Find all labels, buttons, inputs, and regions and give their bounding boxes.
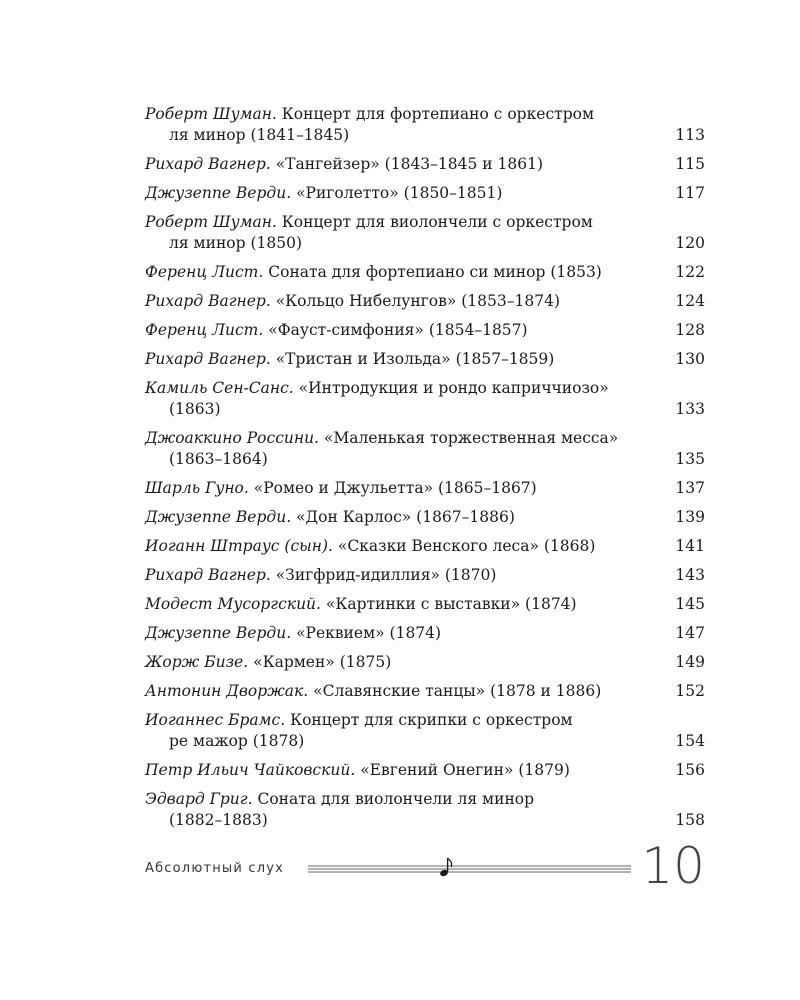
toc-composer: Роберт Шуман. xyxy=(145,105,277,123)
toc-entry xyxy=(145,378,705,420)
toc-work-title: «Фауст-симфония» (1854–1857) xyxy=(268,321,528,339)
toc-page-number: 139 xyxy=(675,508,705,526)
toc-composer: Джузеппе Верди. xyxy=(145,184,292,202)
toc-entry xyxy=(145,320,705,341)
toc-composer: Жорж Бизе. xyxy=(145,653,249,671)
toc-work-title: «Славянские танцы» (1878 и 1886) xyxy=(313,682,602,700)
toc-entry xyxy=(145,710,705,752)
toc-page-number: 130 xyxy=(675,350,705,368)
decorative-staff-rule xyxy=(308,865,631,873)
toc-page-number: 113 xyxy=(675,126,705,144)
toc-entry xyxy=(145,183,705,204)
toc-work-title: «Маленькая торжественная месса» xyxy=(323,429,619,447)
toc-work-title-continued: (1863) xyxy=(169,400,221,418)
toc-entry xyxy=(145,154,705,175)
toc-work-title: «Картинки с выставки» (1874) xyxy=(325,595,577,613)
toc-entry xyxy=(145,349,705,370)
toc-composer: Джузеппе Верди. xyxy=(145,508,292,526)
toc-work-title: Соната для фортепиано си минор (1853) xyxy=(268,263,602,281)
toc-entry xyxy=(145,212,705,254)
toc-composer: Антонин Дворжак. xyxy=(145,682,309,700)
toc-composer: Рихард Вагнер. xyxy=(145,292,271,310)
toc-page-number: 122 xyxy=(675,263,705,281)
toc-work-title: «Реквием» (1874) xyxy=(296,624,442,642)
toc-entry xyxy=(145,789,705,831)
toc-page-number: 154 xyxy=(675,732,705,750)
toc-entry xyxy=(145,536,705,557)
toc-entry xyxy=(145,262,705,283)
toc-composer: Джузеппе Верди. xyxy=(145,624,292,642)
toc-work-title: Концерт для фортепиано с оркестром xyxy=(281,105,595,123)
toc-work-title: «Риголетто» (1850–1851) xyxy=(296,184,503,202)
toc-composer: Камиль Сен-Санс. xyxy=(145,379,294,397)
toc-composer: Рихард Вагнер. xyxy=(145,350,271,368)
toc-page-number: 124 xyxy=(675,292,705,310)
toc-work-title: «Евгений Онегин» (1879) xyxy=(360,761,570,779)
toc-composer: Ференц Лист. xyxy=(145,321,264,339)
toc-work-title-continued: ре мажор (1878) xyxy=(169,732,305,750)
toc-page-number: 158 xyxy=(675,811,705,829)
page-number: 10 xyxy=(641,837,705,895)
toc-work-title-continued: (1882–1883) xyxy=(169,811,268,829)
toc-work-title: «Кольцо Нибелунгов» (1853–1874) xyxy=(275,292,561,310)
toc-entry xyxy=(145,565,705,586)
toc-page-number: 137 xyxy=(675,479,705,497)
toc-page-number: 120 xyxy=(675,234,705,252)
toc-entry xyxy=(145,594,705,615)
toc-page-number: 115 xyxy=(675,155,705,173)
toc-composer: Ференц Лист. xyxy=(145,263,264,281)
toc-page-number: 149 xyxy=(675,653,705,671)
toc-composer: Шарль Гуно. xyxy=(145,479,249,497)
toc-entry xyxy=(145,652,705,673)
toc-work-title: «Дон Карлос» (1867–1886) xyxy=(296,508,515,526)
toc-page-number: 147 xyxy=(675,624,705,642)
music-note-icon xyxy=(439,856,455,878)
toc-entry xyxy=(145,104,705,146)
toc-work-title-continued: (1863–1864) xyxy=(169,450,268,468)
toc-work-title: «Ромео и Джульетта» (1865–1867) xyxy=(253,479,537,497)
toc-entry xyxy=(145,623,705,644)
toc-composer: Иоганнес Брамс. xyxy=(145,711,286,729)
toc-page-number: 141 xyxy=(675,537,705,555)
running-title: Абсолютный слух xyxy=(145,861,285,876)
toc-work-title: «Зигфрид-идиллия» (1870) xyxy=(275,566,497,584)
toc-composer: Рихард Вагнер. xyxy=(145,566,271,584)
toc-page-number: 145 xyxy=(675,595,705,613)
toc-work-title: «Сказки Венского леса» (1868) xyxy=(337,537,596,555)
toc-page-number: 135 xyxy=(675,450,705,468)
toc-work-title: Концерт для виолончели с оркестром xyxy=(281,213,593,231)
toc-composer: Петр Ильич Чайковский. xyxy=(145,761,356,779)
toc-work-title: «Тристан и Изольда» (1857–1859) xyxy=(275,350,555,368)
toc-work-title-continued: ля минор (1841–1845) xyxy=(169,126,350,144)
toc-work-title: «Тангейзер» (1843–1845 и 1861) xyxy=(275,155,544,173)
toc-work-title: Соната для виолончели ля минор xyxy=(257,790,535,808)
toc-work-title: «Кармен» (1875) xyxy=(253,653,392,671)
toc-page-number: 143 xyxy=(675,566,705,584)
toc-work-title-continued: ля минор (1850) xyxy=(169,234,302,252)
toc-composer: Роберт Шуман. xyxy=(145,213,277,231)
toc-entry xyxy=(145,478,705,499)
toc-composer: Эдвард Григ. xyxy=(145,790,253,808)
page-footer xyxy=(145,837,705,895)
toc-work-title: Концерт для скрипки с оркестром xyxy=(290,711,573,729)
toc-composer: Модест Мусоргский. xyxy=(145,595,321,613)
toc-entry xyxy=(145,291,705,312)
toc-entry xyxy=(145,428,705,470)
toc-composer: Иоганн Штраус (сын). xyxy=(145,537,333,555)
toc-page-number: 133 xyxy=(675,400,705,418)
toc-page-number: 152 xyxy=(675,682,705,700)
toc-composer: Джоаккино Россини. xyxy=(145,429,319,447)
toc-page-number: 128 xyxy=(675,321,705,339)
table-of-contents xyxy=(145,104,705,839)
toc-entry xyxy=(145,681,705,702)
toc-work-title: «Интродукция и рондо каприччиозо» xyxy=(298,379,609,397)
toc-entry xyxy=(145,507,705,528)
toc-composer: Рихард Вагнер. xyxy=(145,155,271,173)
toc-entry xyxy=(145,760,705,781)
toc-page-number: 117 xyxy=(675,184,705,202)
toc-page-number: 156 xyxy=(675,761,705,779)
